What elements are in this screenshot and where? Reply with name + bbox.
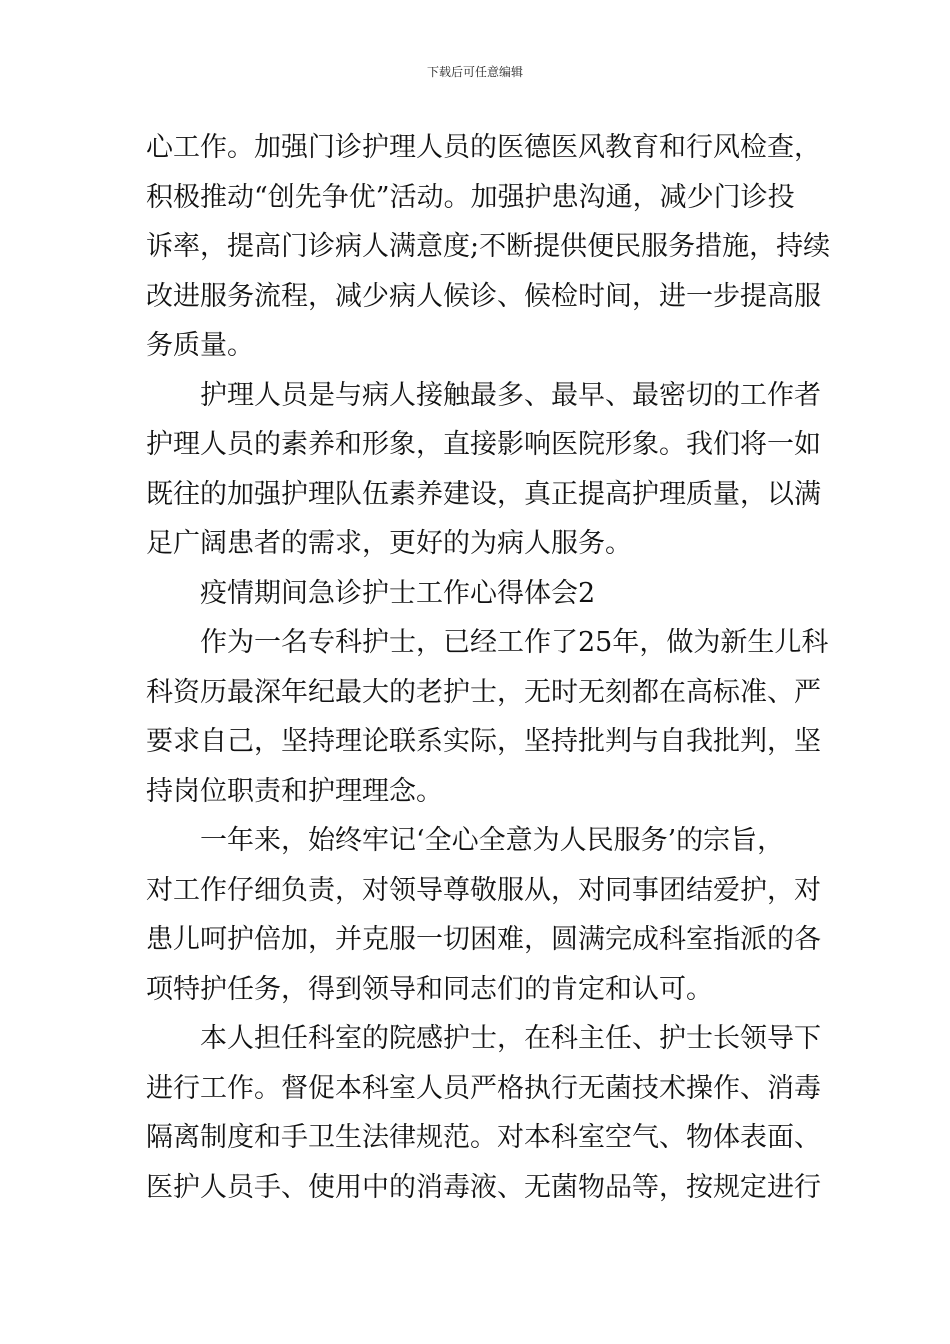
section-heading: 疫情期间急诊护士工作心得体会2 [200,577,596,609]
text-line: 医护人员手、使用中的消毒液、无菌物品等，按规定进行 [146,1171,821,1203]
text-line: 项特护任务，得到领导和同志们的肯定和认可。 [146,973,713,1005]
text-line: 科资历最深年纪最大的老护士，无时无刻都在高标准、严 [146,676,821,708]
paragraph-first-line: 护理人员是与病人接触最多、最早、最密切的工作者 [200,379,821,411]
text-line: 持岗位职责和护理理念。 [146,775,443,807]
text-line: 护理人员的素养和形象，直接影响医院形象。我们将一如 [146,429,821,460]
text-line: 积极推动“创先争优”活动。加强护患沟通，减少门诊投 [146,181,795,213]
text-line: 要求自己，坚持理论联系实际，坚持批判与自我批判，坚 [146,726,821,757]
text-line: 对工作仔细负责，对领导尊敬服从，对同事团结爱护，对 [146,874,821,906]
text-line: 改进服务流程，减少病人候诊、候检时间，进一步提高服 [146,280,821,312]
page-header: 下载后可任意编辑 [426,65,523,79]
paragraph-first-line: 本人担任科室的院感护士，在科主任、护士长领导下 [200,1023,821,1054]
text-line: 隔离制度和手卫生法律规范。对本科室空气、物体表面、 [146,1122,821,1153]
text-line: 诉率，提高门诊病人满意度;不断提供便民服务措施，持续 [146,231,831,262]
paragraph-first-line: 一年来，始终牢记‘全心全意为人民服务’的宗旨， [200,825,785,856]
document-body [146,123,831,1212]
text-line: 既往的加强护理队伍素养建设，真正提高护理质量，以满 [146,478,821,510]
text-line: 患儿呵护倍加，并克服一切困难，圆满完成科室指派的各 [146,924,821,955]
text-line: 务质量。 [146,330,254,361]
text-line: 心工作。加强门诊护理人员的医德医风教育和行风检查， [146,132,821,163]
text-line: 进行工作。督促本科室人员严格执行无菌技术操作、消毒 [146,1072,821,1104]
paragraph-first-line: 作为一名专科护士，已经工作了25年，做为新生儿科 [200,627,829,658]
text-line: 足广阔患者的需求，更好的为病人服务。 [146,528,632,559]
